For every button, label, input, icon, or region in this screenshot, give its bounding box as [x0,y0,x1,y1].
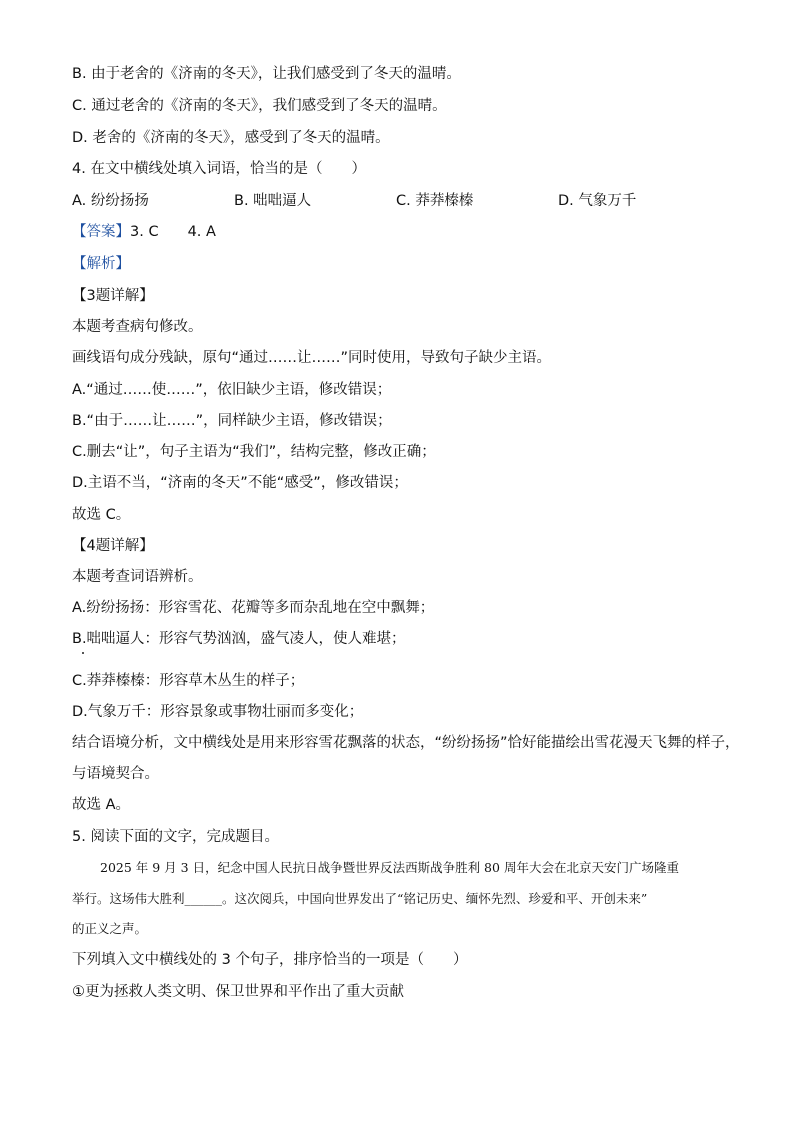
q5-passage-line: 2025 年 9 月 3 日，纪念中国人民抗日战争暨世界反法西斯战争胜利 80 周年大会在北京天安门广场隆重 [100,860,679,875]
q3-option-d: D. 老舍的《济南的冬天》，感受到了冬天的温晴。 [72,130,390,146]
q3-detail-line: A.“通过……使……”，依旧缺少主语，修改错误； [72,382,392,398]
q4-detail-line: C.莽莽榛榛：形容草木丛生的样子； [72,673,305,689]
q4-detail-line: A.纷纷扬扬：形容雪花、花瓣等多而杂乱地在空中飘舞； [72,600,435,616]
q3-detail-line: B.“由于……让……”，同样缺少主语，修改错误； [72,413,392,429]
q5-question: 下列填入文中横线处的 3 个句子，排序恰当的一项是（ ） [72,952,468,968]
q4-option-a: A. 纷纷扬扬 [72,193,149,209]
q4-detail-line: 与语境契合。 [72,766,159,782]
q3-option-b: B. 由于老舍的《济南的冬天》，让我们感受到了冬天的温晴。 [72,66,461,82]
q5-passage-line: 举行。这场伟大胜利______。这次阅兵，中国向世界发出了“铭记历史、缅怀先烈、珍爱和平、开创未来” [72,891,648,906]
q3-detail-line: 本题考查病句修改。 [72,319,203,335]
answer-label: 【答案】 [72,224,130,240]
q4-option-b: B. 咄咄逼人 [234,193,312,209]
q5-passage-line: 的正义之声。 [72,921,148,936]
stray-dot [82,652,84,654]
q5-item-1: ①更为拯救人类文明、保卫世界和平作出了重大贡献 [72,984,404,1000]
q4-detail-line: B.咄咄逼人：形容气势汹汹，盛气凌人，使人难堪； [72,631,406,647]
q3-detail-line: 画线语句成分残缺，原句“通过……让……”同时使用，导致句子缺少主语。 [72,350,552,366]
q3-detail-line: C.删去“让”，句子主语为“我们”，结构完整，修改正确； [72,444,436,460]
answer-text: 3. C 4. A [130,224,216,240]
q3-detail-label: 【3题详解】 [72,288,154,304]
q4-option-c: C. 莽莽榛榛 [396,193,474,209]
q4-detail-line: D.气象万千：形容景象或事物壮丽而多变化； [72,704,364,720]
q5-stem: 5. 阅读下面的文字，完成题目。 [72,829,279,845]
q3-option-c: C. 通过老舍的《济南的冬天》，我们感受到了冬天的温晴。 [72,98,447,114]
analysis-label: 【解析】 [72,256,130,272]
answer-line [72,222,216,242]
q3-detail-line: 故选 C。 [72,507,131,523]
q4-detail-label: 【4题详解】 [72,538,154,554]
q4-detail-line: 本题考查词语辨析。 [72,569,203,585]
q3-detail-line: D.主语不当，“济南的冬天”不能“感受”，修改错误； [72,475,408,491]
q4-detail-line: 故选 A。 [72,797,131,813]
q4-detail-line: 结合语境分析，文中横线处是用来形容雪花飘落的状态，“纷纷扬扬”恰好能描绘出雪花漫天飞舞的样子， [72,735,740,751]
q4-option-d: D. 气象万千 [558,193,637,209]
q4-stem: 4. 在文中横线处填入词语，恰当的是（ ） [72,161,366,177]
